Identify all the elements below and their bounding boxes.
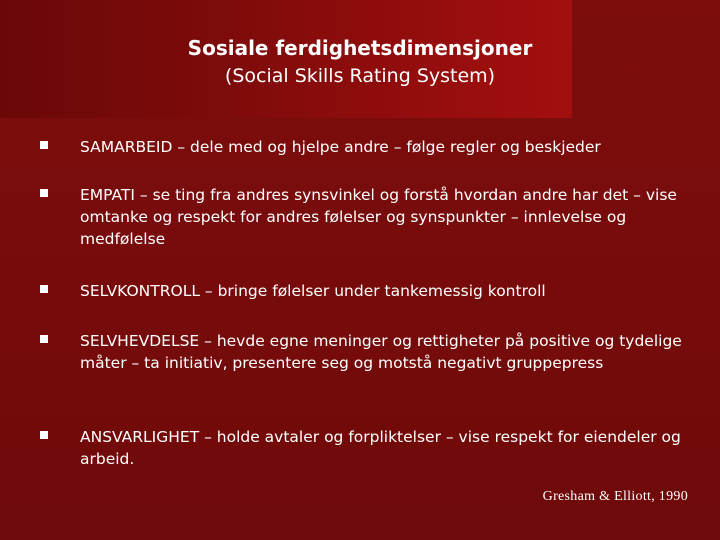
bullet-text: SELVKONTROLL – bringe følelser under tankemessig kontroll [80, 282, 546, 300]
square-bullet-icon [40, 431, 48, 439]
slide-title: Sosiale ferdighetsdimensjoner [187, 36, 533, 60]
square-bullet-icon [40, 285, 48, 293]
square-bullet-icon [40, 335, 48, 343]
citation: Gresham & Elliott, 1990 [542, 489, 688, 504]
bullet-text: EMPATI – se ting fra andres synsvinkel og forstå hvordan andre har det – vise omtanke og respekt for andres følelser og synspunkter – innlevelse og medfølelse [80, 186, 677, 248]
bullet-text: SAMARBEID – dele med og hjelpe andre – følge regler og beskjeder [80, 138, 601, 156]
bullet-text: SELVHEVDELSE – hevde egne meninger og rettigheter på positive og tydelige måter – ta initiativ, presentere seg og motstå negativt gruppepress [80, 332, 682, 372]
slide-subtitle: (Social Skills Rating System) [224, 65, 496, 87]
square-bullet-icon [40, 141, 48, 149]
square-bullet-icon [40, 189, 48, 197]
bullet-text: ANSVARLIGHET – holde avtaler og forpliktelser – vise respekt for eiendeler og arbeid. [80, 428, 681, 468]
